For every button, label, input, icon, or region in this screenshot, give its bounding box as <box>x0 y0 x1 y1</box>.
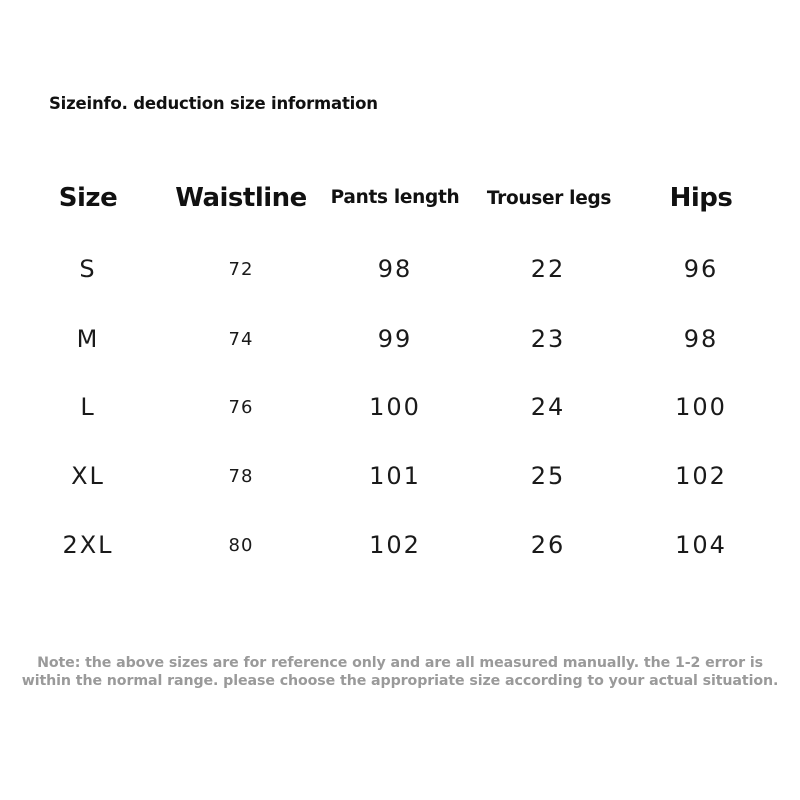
table-row-pants-length: 98 <box>377 255 413 283</box>
table-row-hips: 104 <box>675 531 727 559</box>
table-row-pants-length: 99 <box>377 325 413 353</box>
header-pants-length: Pants length <box>330 186 460 208</box>
table-row-waistline: 74 <box>228 329 254 350</box>
table-row-size: M <box>76 325 100 353</box>
table-row-pants-length: 101 <box>369 462 421 490</box>
page-title: Sizeinfo. deduction size information <box>49 94 378 113</box>
header-hips: Hips <box>669 183 733 213</box>
table-row-waistline: 78 <box>228 466 254 487</box>
header-trouser-legs: Trouser legs <box>486 187 612 209</box>
disclaimer-note: Note: the above sizes are for reference only and are all measured manually. the 1-2 error is within the normal range. please choose the appropriate size according to your actual situation. <box>21 655 779 689</box>
table-row-waistline: 76 <box>228 397 254 418</box>
table-row-size: S <box>79 255 97 283</box>
table-row-trouser-legs: 22 <box>530 255 566 283</box>
table-row-trouser-legs: 26 <box>530 531 566 559</box>
table-row-hips: 98 <box>683 325 719 353</box>
table-row-waistline: 80 <box>228 535 254 556</box>
table-row-size: XL <box>71 462 105 490</box>
table-row-hips: 102 <box>675 462 727 490</box>
table-row-hips: 100 <box>675 393 727 421</box>
table-row-trouser-legs: 24 <box>530 393 566 421</box>
table-row-pants-length: 100 <box>369 393 421 421</box>
table-row-trouser-legs: 23 <box>530 325 566 353</box>
table-row-hips: 96 <box>683 255 719 283</box>
table-row-waistline: 72 <box>228 259 254 280</box>
table-row-size: 2XL <box>62 531 114 559</box>
table-row-size: L <box>80 393 96 421</box>
header-size: Size <box>58 183 118 213</box>
header-waistline: Waistline <box>175 183 307 213</box>
table-row-trouser-legs: 25 <box>530 462 566 490</box>
table-row-pants-length: 102 <box>369 531 421 559</box>
